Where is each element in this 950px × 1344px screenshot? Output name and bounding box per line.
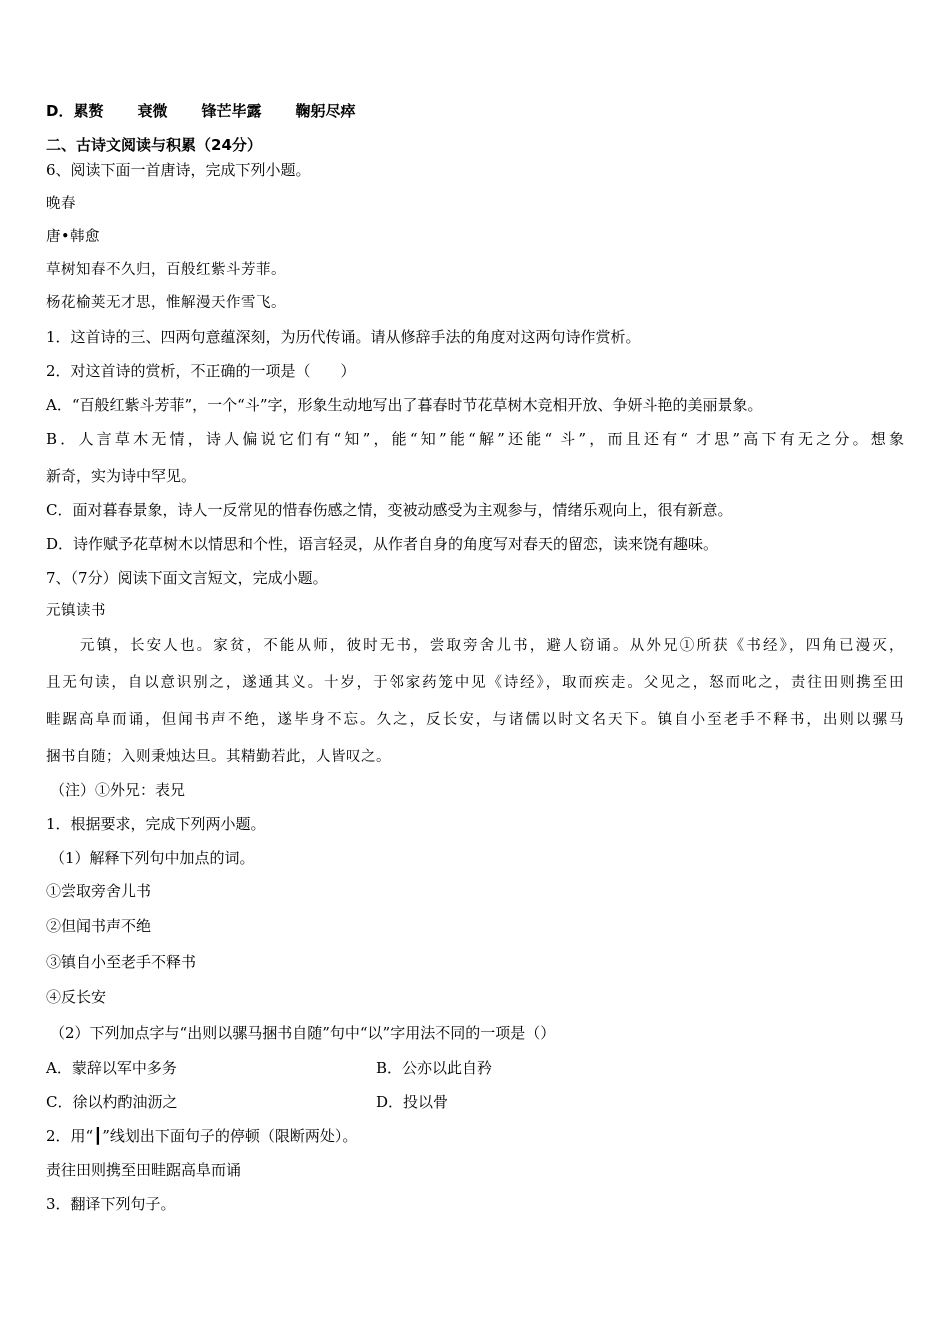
passage-line-4: 捆书自随；入则秉烛达旦。其精勤若此，人皆叹之。 (46, 749, 391, 765)
q6-sub2: 2．对这首诗的赏析，不正确的一项是（ ） (46, 362, 356, 380)
word-item-3: ③镇自小至老手不释书 (46, 953, 197, 971)
option-b: B．公亦以此自矜 (376, 1059, 493, 1077)
q7-sub3: 3．翻译下列句子。 (46, 1195, 176, 1213)
word-item-1: ①尝取旁舍儿书 (46, 882, 152, 900)
word-4: 鞠躬尽瘁 (295, 102, 356, 120)
option-row-ab (46, 1058, 177, 1078)
q6-option-b-line2: 新奇，实为诗中罕见。 (46, 467, 197, 485)
q7-sub2-sentence: 责往田则携至田畦踞高阜而诵 (46, 1161, 242, 1179)
q7-sub1: 1．根据要求，完成下列两小题。 (46, 815, 266, 833)
poem-title: 晚春 (46, 196, 76, 212)
word-item-2: ②但闻书声不绝 (46, 917, 152, 935)
q6-option-d: D．诗作赋予花草树木以情思和个性，语言轻灵，从作者自身的角度写对春天的留恋，读来饶有趣味。 (46, 535, 719, 553)
poem-author: 唐•韩愈 (46, 229, 101, 245)
q7-sub1-part1: （1）解释下列句中加点的词。 (50, 849, 255, 867)
q6-option-c: C．面对暮春景象，诗人一反常见的惜春伤感之情，变被动感受为主观参与，情绪乐观向上，很有新意。 (46, 501, 733, 519)
passage-title: 元镇读书 (46, 603, 106, 619)
q7-intro: 7、（7分）阅读下面文言短文，完成小题。 (46, 569, 328, 587)
option-row-cd (46, 1092, 177, 1112)
word-item-4: ④反长安 (46, 988, 107, 1006)
q6-option-a: A．“百般红紫斗芳菲”，一个“斗”字，形象生动地写出了暮春时节花草树木竞相开放、争妍斗艳的美丽景象。 (46, 396, 763, 414)
q5-option-d (46, 101, 356, 121)
word-3: 锋芒毕露 (201, 102, 262, 120)
q6-intro: 6、阅读下面一首唐诗，完成下列小题。 (46, 161, 311, 179)
section-heading: 二、古诗文阅读与积累（24分） (46, 136, 262, 154)
poem-line-1: 草树知春不久归，百般红紫斗芳菲。 (46, 262, 286, 278)
passage-note: （注）①外兄：表兄 (50, 781, 186, 799)
option-a: A．蒙辞以军中多务 (46, 1059, 177, 1077)
word-1: 累赘 (73, 102, 104, 120)
passage-line-1: 元镇，长安人也。家贫，不能从师，彼时无书，尝取旁舍儿书，避人窃诵。从外兄①所获《书经》，四角已漫灭， (80, 638, 904, 654)
passage-line-2: 且无句读，自以意识别之，遂通其义。十岁，于邻家药笼中见《诗经》，取而疾走。父见之，怒而叱之，责往田则携至田 (46, 675, 904, 691)
q6-option-b-line1: B．人言草木无情，诗人偏说它们有“知”，能“知”能“解”还能“ 斗”，而且还有“ 才思”高下有无之分。想象 (46, 430, 904, 448)
option-label: D． (46, 102, 74, 120)
poem-line-2: 杨花榆荚无才思，惟解漫天作雪飞。 (46, 295, 286, 311)
q7-sub2: 2．用“┃”线划出下面句子的停顿（限断两处）。 (46, 1127, 358, 1145)
q7-sub1-part2: （2）下列加点字与“出则以骡马捆书自随”句中“以”字用法不同的一项是（） (50, 1024, 556, 1042)
q6-sub1: 1．这首诗的三、四两句意蕴深刻，为历代传诵。请从修辞手法的角度对这两句诗作赏析。 (46, 328, 641, 346)
option-c: C．徐以杓酌油沥之 (46, 1093, 178, 1111)
option-d: D．投以骨 (376, 1093, 449, 1111)
word-2: 衰微 (137, 102, 168, 120)
passage-line-3: 畦踞高阜而诵，但闻书声不绝，遂毕身不忘。久之，反长安，与诸儒以时文名天下。镇自小至老手不释书，出则以骡马 (46, 712, 904, 728)
